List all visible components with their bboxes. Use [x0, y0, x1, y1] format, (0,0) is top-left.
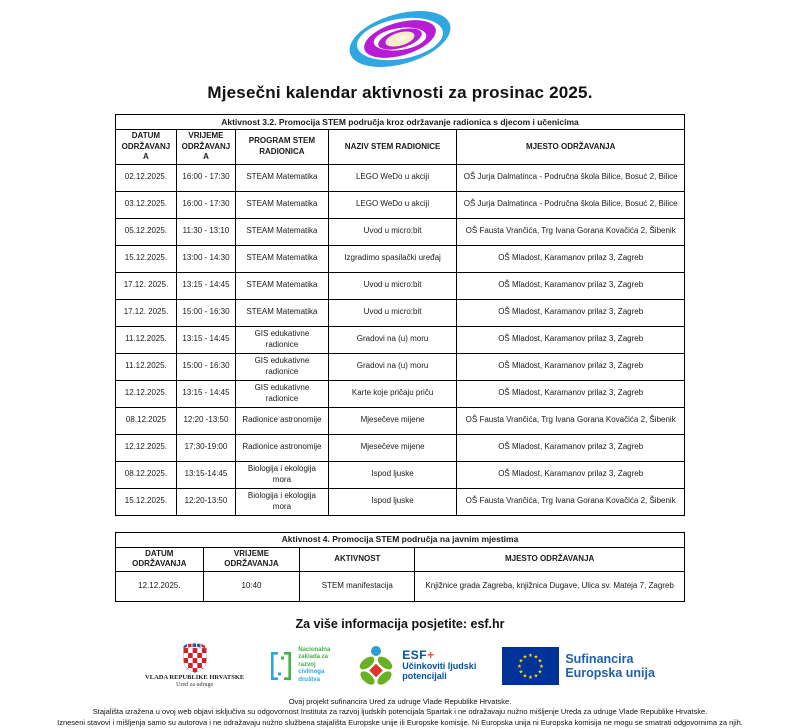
table-row — [116, 571, 685, 601]
table-cell: Ispod ljuske — [328, 488, 457, 515]
table1-title: Aktivnost 3.2. Promocija STEM područja kroz održavanje radionica s djecom i učenicima — [116, 115, 685, 130]
table-cell: 15:00 - 16:30 — [176, 299, 235, 326]
esf-figure-icon — [356, 644, 396, 688]
table-row — [116, 272, 685, 299]
table-cell: GIS edukativne radionice — [236, 380, 329, 407]
disclaimer-line-1: Ovaj projekt sufinancira Ured za udruge Vlade Republike Hrvatske. — [0, 697, 800, 708]
table-cell: 16:00 - 17:30 — [176, 164, 235, 191]
table2-title: Aktivnost 4. Promocija STEM područja na javnim mjestima — [116, 532, 685, 547]
eu-text — [565, 652, 655, 680]
disclaimer-line-3: Izneseni stavovi i mišljenja samo su autorova i ne odražavaju nužno službena stajališta Europske unije ili Europske komisije. Ni Europska unija ni Europska komisija ne mogu se smatrati odgovornima za njih. — [0, 718, 800, 728]
table-row — [116, 461, 685, 488]
page — [0, 8, 800, 684]
table-cell: 17.12. 2025. — [116, 272, 177, 299]
disclaimer-line-2: Stajališta izražena u ovoj web objavi isključiva su odgovornost Instituta za razvoj ljudskih potencijala Spartak i ne odražavaju nužno mišljenje Ureda za udruge Vlade Republike Hrvatske. — [0, 707, 800, 718]
table-cell: OŠ Mladost, Karamanov prilaz 3, Zagreb — [457, 353, 685, 380]
table-cell: 13:15 - 14:45 — [176, 380, 235, 407]
svg-text:★: ★ — [528, 653, 533, 659]
table-cell: 15.12.2025. — [116, 245, 177, 272]
table-row — [116, 299, 685, 326]
zaklada-line: zaklada za — [298, 654, 330, 662]
svg-text:★: ★ — [534, 654, 539, 660]
table-cell: Mjesečeve mijene — [328, 434, 457, 461]
table-cell: 15:00 - 16:30 — [176, 353, 235, 380]
table-cell: 13:00 - 14:30 — [176, 245, 235, 272]
svg-text:★: ★ — [523, 673, 528, 679]
table-cell: 08.12.2025 — [116, 407, 177, 434]
table-cell: OŠ Jurja Dalmatinca - Područna škola Bilice, Bosuć 2, Bilice — [457, 191, 685, 218]
table-cell: STEAM Matematika — [236, 191, 329, 218]
table-cell: 11.12.2025. — [116, 326, 177, 353]
eu-flag-icon — [502, 647, 559, 685]
table-cell: Uvod u micro:bit — [328, 272, 457, 299]
table-cell: GIS edukativne radionice — [236, 353, 329, 380]
disclaimer — [0, 697, 800, 728]
vlada-title: VLADA REPUBLIKE HRVATSKE — [145, 674, 244, 681]
table-cell: 12.12.2025. — [116, 380, 177, 407]
table-cell: STEAM Matematika — [236, 164, 329, 191]
zaklada-line: razvoj — [298, 662, 330, 670]
table-cell: Izgradimo spasilački uređaj — [328, 245, 457, 272]
col-header-vrijeme: VRIJEME ODRŽAVANJA — [176, 130, 235, 165]
table-cell: Uvod u micro:bit — [328, 218, 457, 245]
table-cell: 13:15 - 14:45 — [176, 326, 235, 353]
esf-text — [402, 650, 476, 681]
table-cell: 02.12.2025. — [116, 164, 177, 191]
col-header-vrijeme: VRIJEME ODRŽAVANJA — [203, 547, 300, 571]
col-header-mjesto: MJESTO ODRŽAVANJA — [457, 130, 685, 165]
table-cell: STEM manifestacija — [300, 571, 415, 601]
table-cell: Biologija i ekologija mora — [236, 461, 329, 488]
vlada-subtitle: Ured za udruge — [176, 682, 213, 688]
col-header-naziv: NAZIV STEM RADIONICE — [328, 130, 457, 165]
table-cell: Biologija i ekologija mora — [236, 488, 329, 515]
table-row — [116, 164, 685, 191]
table-cell: 17:30-19:00 — [176, 434, 235, 461]
table-cell: 12.12.2025. — [116, 571, 204, 601]
brackets-icon — [270, 649, 292, 683]
svg-text:★: ★ — [528, 675, 533, 681]
table-cell: OŠ Fausta Vrančića, Trg Ivana Gorana Kovačića 2, Šibenik — [457, 488, 685, 515]
col-header-datum: DATUM ODRŽAVANJA — [116, 547, 204, 571]
table2-header-row — [116, 547, 685, 571]
table-cell: OŠ Mladost, Karamanov prilaz 3, Zagreb — [457, 245, 685, 272]
svg-text:★: ★ — [538, 669, 543, 675]
table-cell: STEAM Matematika — [236, 272, 329, 299]
table-cell: STEAM Matematika — [236, 218, 329, 245]
table-row — [116, 326, 685, 353]
esf-tagline-2: potencijali — [402, 671, 476, 681]
logo-nacionalna-zaklada — [270, 647, 330, 685]
table-cell: OŠ Fausta Vrančića, Trg Ivana Gorana Kovačića 2, Šibenik — [457, 407, 685, 434]
table-cell: LEGO WeDo u akciji — [328, 191, 457, 218]
zaklada-line: društva — [298, 677, 330, 685]
zaklada-line: Nacionalna — [298, 647, 330, 655]
zaklada-text — [298, 647, 330, 685]
table-cell: 12:20 -13:50 — [176, 407, 235, 434]
table-cell: OŠ Mladost, Karamanov prilaz 3, Zagreb — [457, 461, 685, 488]
table-cell: 08.12.2025. — [116, 461, 177, 488]
logo-esf-plus — [356, 644, 476, 688]
svg-text:★: ★ — [519, 658, 524, 664]
table-cell: STEAM Matematika — [236, 299, 329, 326]
table-cell: 15.12.2025. — [116, 488, 177, 515]
logo-eu-cofunded — [502, 647, 655, 685]
col-header-mjesto: MJESTO ODRŽAVANJA — [415, 547, 685, 571]
galaxy-logo — [345, 8, 455, 70]
table-row — [116, 488, 685, 515]
table-cell: OŠ Fausta Vrančića, Trg Ivana Gorana Kovačića 2, Šibenik — [457, 218, 685, 245]
table-cell: OŠ Jurja Dalmatinca - Područna škola Bilice, Bosuć 2, Bilice — [457, 164, 685, 191]
table-cell: 17.12. 2025. — [116, 299, 177, 326]
table-cell: OŠ Mladost, Karamanov prilaz 3, Zagreb — [457, 326, 685, 353]
svg-text:★: ★ — [534, 673, 539, 679]
page-title: Mjesečni kalendar aktivnosti za prosinac 2025. — [0, 83, 800, 103]
table2-title-row — [116, 532, 685, 547]
col-header-datum: DATUM ODRŽAVANJA — [116, 130, 177, 165]
svg-text:★: ★ — [517, 664, 522, 670]
table-cell: 12:20-13:50 — [176, 488, 235, 515]
zaklada-line: civilnoga — [298, 669, 330, 677]
table-cell: Mjesečeve mijene — [328, 407, 457, 434]
table-cell: STEAM Matematika — [236, 245, 329, 272]
table-cell: 16:00 - 17:30 — [176, 191, 235, 218]
table1-title-row — [116, 115, 685, 130]
table-row — [116, 407, 685, 434]
esf-brand-label: ESF — [402, 648, 427, 662]
table-cell: Knjižnice grada Zagreba, knjižnica Dugave, Ulica sv. Mateja 7, Zagreb — [415, 571, 685, 601]
table-cell: GIS edukativne radionice — [236, 326, 329, 353]
eu-text-line2: Europska unija — [565, 666, 655, 680]
table-cell: 13:15 - 14:45 — [176, 272, 235, 299]
table-cell: OŠ Mladost, Karamanov prilaz 3, Zagreb — [457, 272, 685, 299]
table-cell: 13:15-14:45 — [176, 461, 235, 488]
table-cell: OŠ Mladost, Karamanov prilaz 3, Zagreb — [457, 299, 685, 326]
svg-text:★: ★ — [538, 658, 543, 664]
table-cell: OŠ Mladost, Karamanov prilaz 3, Zagreb — [457, 380, 685, 407]
table-cell: 11:30 - 13:10 — [176, 218, 235, 245]
svg-text:★: ★ — [523, 654, 528, 660]
table-row — [116, 353, 685, 380]
activity-table-1 — [115, 114, 685, 516]
table-cell: Ispod ljuske — [328, 461, 457, 488]
partner-logos — [0, 640, 800, 692]
croatian-coat-of-arms-icon — [182, 643, 208, 673]
table-cell: 10:40 — [203, 571, 300, 601]
table-row — [116, 191, 685, 218]
table-cell: Gradovi na (u) moru — [328, 326, 457, 353]
esf-tagline-1: Učinkoviti ljudski — [402, 661, 476, 671]
activity-table-2 — [115, 532, 685, 602]
table-row — [116, 380, 685, 407]
table-cell: Karte koje pričaju priču — [328, 380, 457, 407]
table-cell: LEGO WeDo u akciji — [328, 164, 457, 191]
info-line: Za više informacija posjetite: esf.hr — [0, 617, 800, 631]
table-cell: Radionice astronomije — [236, 434, 329, 461]
table-cell: 05.12.2025. — [116, 218, 177, 245]
eu-text-line1: Sufinancira — [565, 652, 655, 666]
svg-text:★: ★ — [519, 669, 524, 675]
logo-vlada-rh — [145, 643, 244, 688]
table-cell: Gradovi na (u) moru — [328, 353, 457, 380]
table-cell: Radionice astronomije — [236, 407, 329, 434]
table1-header-row — [116, 130, 685, 165]
col-header-aktivnost: AKTIVNOST — [300, 547, 415, 571]
table-row — [116, 434, 685, 461]
table-row — [116, 245, 685, 272]
svg-text:★: ★ — [539, 664, 544, 670]
table-cell: OŠ Mladost, Karamanov prilaz 3, Zagreb — [457, 434, 685, 461]
table-cell: 11.12.2025. — [116, 353, 177, 380]
table-cell: 03.12.2025. — [116, 191, 177, 218]
galaxy-icon — [345, 8, 455, 70]
esf-plus-sign: + — [427, 648, 435, 662]
table-cell: 12.12.2025. — [116, 434, 177, 461]
col-header-program: PROGRAM STEM RADIONICA — [236, 130, 329, 165]
table-row — [116, 218, 685, 245]
table-cell: Uvod u micro:bit — [328, 299, 457, 326]
